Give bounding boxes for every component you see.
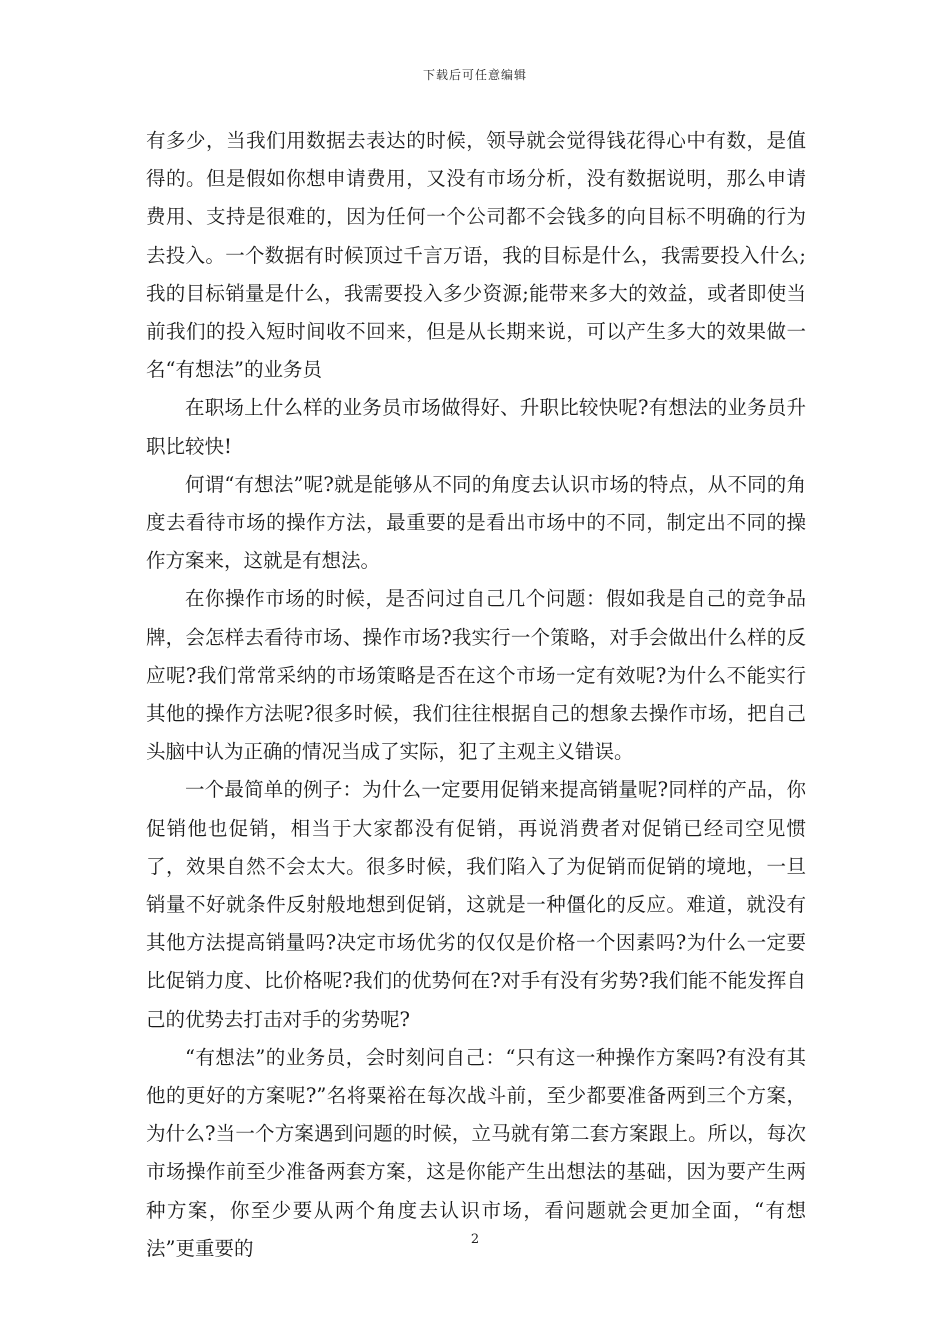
paragraph: 在职场上什么样的业务员市场做得好、升职比较快呢?有想法的业务员升职比较快!: [146, 396, 806, 458]
paragraph: “有想法”的业务员，会时刻问自己：“只有这一种操作方案吗?有没有其他的更好的方案呢?”名将粟裕在每次战斗前，至少都要准备两到三个方案，为什么?当一个方案遇到问题的时候，立马就有第二套方案跟上。所以，每次市场操作前至少准备两套方案，这是你能产生出想法的基础，因为要产生两种方案，你至少要从两个角度去认识市场，看问题就会更加全面，“有想法”更重要的: [146, 1045, 806, 1260]
paragraph: 一个最简单的例子：为什么一定要用促销来提高销量呢?同样的产品，你促销他也促销，相当于大家都没有促销，再说消费者对促销已经司空见惯了，效果自然不会太大。很多时候，我们陷入了为促销而促销的境地，一旦销量不好就条件反射般地想到促销，这就是一种僵化的反应。难道，就没有其他方法提高销量吗?决定市场优劣的仅仅是价格一个因素吗?为什么一定要比促销力度、比价格呢?我们的优势何在?对手有没有劣势?我们能不能发挥自己的优势去打击对手的劣势呢?: [146, 778, 806, 1031]
paragraph: 在你操作市场的时候，是否问过自己几个问题：假如我是自己的竞争品牌，会怎样去看待市场、操作市场?我实行一个策略，对手会做出什么样的反应呢?我们常常采纳的市场策略是否在这个市场一定有效呢?为什么不能实行其他的操作方法呢?很多时候，我们往往根据自己的想象去操作市场，把自己头脑中认为正确的情况当成了实际，犯了主观主义错误。: [146, 587, 806, 764]
document-body: [146, 122, 806, 1268]
page-header: 下载后可任意编辑: [422, 68, 527, 82]
paragraph-continuation: 有多少，当我们用数据去表达的时候，领导就会觉得钱花得心中有数，是值得的。但是假如你想申请费用，又没有市场分析，没有数据说明，那么申请费用、支持是很难的，因为任何一个公司都不会钱多的向目标不明确的行为去投入。一个数据有时候顶过千言万语，我的目标是什么，我需要投入什么;我的目标销量是什么，我需要投入多少资源;能带来多大的效益，或者即使当前我们的投入短时间收不回来，但是从长期来说，可以产生多大的效果做一名“有想法”的业务员: [146, 129, 806, 382]
paragraph: 何谓“有想法”呢?就是能够从不同的角度去认识市场的特点，从不同的角度去看待市场的操作方法，最重要的是看出市场中的不同，制定出不同的操作方案来，这就是有想法。: [146, 472, 806, 573]
page-number: 2: [470, 1232, 480, 1247]
